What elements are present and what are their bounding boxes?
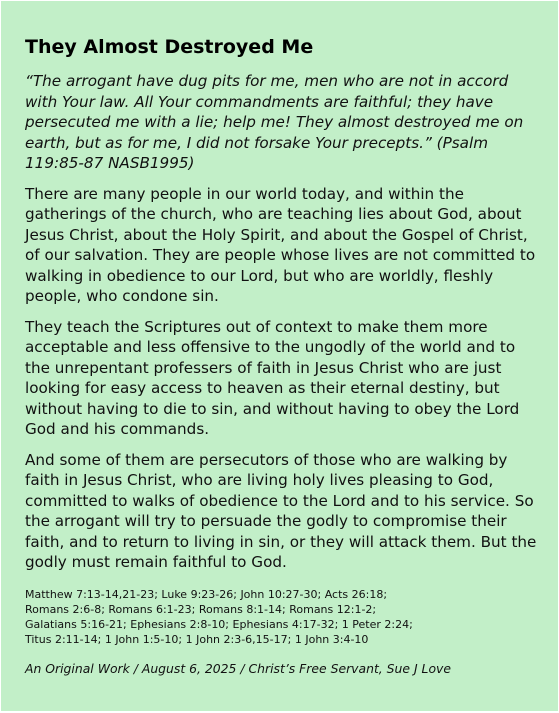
attribution-footer: An Original Work / August 6, 2025 / Christ’s Free Servant, Sue J Love <box>25 660 451 676</box>
body-paragraph-1: There are many people in our world today, and within the gatherings of the church, who are teaching lies about God, about Jesus Christ, about the Holy Spirit, and about the Gospel of Christ, of our salvation. They are people whose lives are not committed to walking in obedience to our Lord, but who are worldly, fleshly people, who condone sin. <box>25 184 536 305</box>
article-body <box>25 71 540 677</box>
quote-reference: (Psalm 119:85-87 NASB1995) <box>25 133 489 172</box>
reference-line: Galatians 5:16-21; Ephesians 2:8-10; Ephesians 4:17-32; 1 Peter 2:24; <box>25 617 413 631</box>
body-paragraph-3: And some of them are persecutors of those who are walking by faith in Jesus Christ, who are living holy lives pleasing to God, committed to walks of obedience to the Lord and to his service. So the arrogant will try to persuade the godly to compromise their faith, and to return to living in sin, or they will attack them. But the godly must remain faithful to God. <box>25 450 537 571</box>
reference-line: Matthew 7:13-14,21-23; Luke 9:23-26; John 10:27-30; Acts 26:18; <box>25 587 388 601</box>
scripture-references <box>25 587 540 647</box>
page-title: They Almost Destroyed Me <box>25 36 314 58</box>
devotional-page <box>1 1 558 711</box>
quote-text: “The arrogant have dug pits for me, men who are not in accord with Your law. All Your commandments are faithful; they have persecuted me with a lie; help me! They almost destroyed me on earth, but as for me, I did not forsake Your precepts.” <box>25 72 524 152</box>
body-paragraph-2: They teach the Scriptures out of context to make them more acceptable and less offensive to the ungodly of the world and to the unrepentant professers of faith in Jesus Christ who are just looking for easy access to heaven as their eternal destiny, but without having to die to sin, and without having to obey the Lord God and his commands. <box>25 317 520 438</box>
reference-line: Romans 2:6-8; Romans 6:1-23; Romans 8:1-14; Romans 12:1-2; <box>25 602 377 616</box>
scripture-quote <box>25 71 540 174</box>
reference-line: Titus 2:11-14; 1 John 1:5-10; 1 John 2:3-6,15-17; 1 John 3:4-10 <box>25 632 369 646</box>
